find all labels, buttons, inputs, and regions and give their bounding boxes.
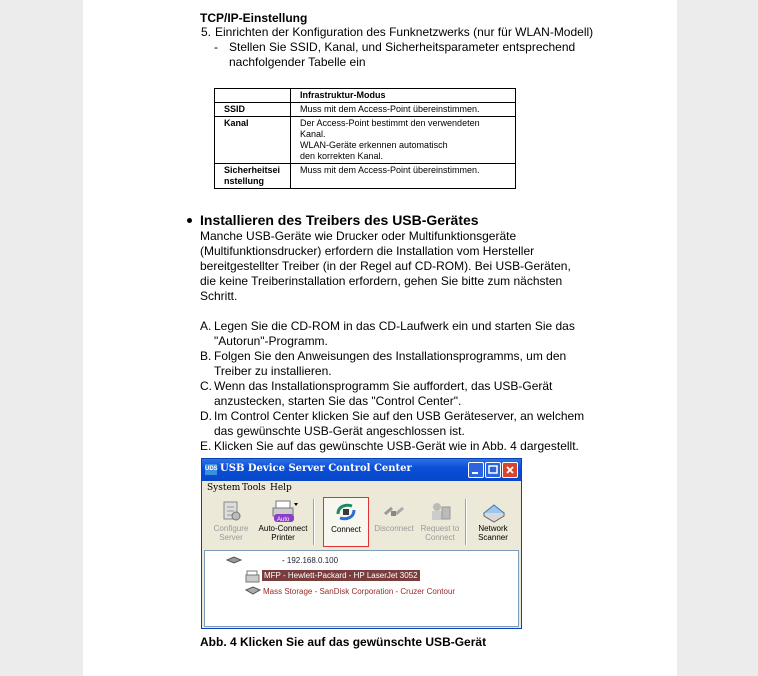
document-page bbox=[83, 0, 677, 676]
menu-bar bbox=[202, 481, 521, 496]
table-value-kanal bbox=[291, 117, 516, 164]
step-line: Treiber zu installieren. bbox=[214, 364, 332, 378]
request-to-connect-button[interactable] bbox=[417, 497, 463, 547]
disconnect-icon bbox=[382, 499, 406, 523]
toolbar bbox=[206, 497, 518, 549]
wlan-parameter-table bbox=[214, 88, 516, 189]
request-connect-icon bbox=[428, 499, 452, 523]
auto-connect-printer-button[interactable] bbox=[256, 497, 310, 547]
step-label: A. bbox=[200, 319, 212, 333]
paragraph-line: die keine Treiberinstallation erfordern, gehen Sie bitte zum nächsten bbox=[200, 274, 563, 288]
sub-step-line: Stellen Sie SSID, Kanal, und Sicherheitsparameter entsprechend bbox=[229, 40, 576, 54]
tree-server-row[interactable] bbox=[282, 556, 338, 565]
step-line: anzustecken, starten Sie das "Control Center". bbox=[214, 394, 462, 408]
step-line: Wenn das Installationsprogramm Sie auffordert, das USB-Gerät bbox=[214, 379, 553, 393]
app-logo-icon: UDS bbox=[205, 464, 217, 475]
server-ip: 192.168.0.100 bbox=[286, 556, 339, 565]
tree-device-row-storage[interactable] bbox=[263, 587, 455, 596]
section-heading-tcpip: TCP/IP-Einstellung bbox=[200, 11, 308, 25]
table-value-line: WLAN-Geräte erkennen automatisch bbox=[300, 140, 448, 150]
device-tree bbox=[204, 550, 519, 627]
printer-icon bbox=[271, 499, 295, 523]
window-title: USB Device Server Control Center bbox=[220, 463, 412, 474]
table-value-security: Muss mit dem Access-Point übereinstimmen. bbox=[291, 164, 516, 189]
table-value-line: Kanal. bbox=[300, 129, 326, 139]
tool-label: Configure bbox=[213, 524, 249, 533]
tool-label: Request to bbox=[420, 524, 460, 533]
tool-label: Auto-Connect bbox=[258, 524, 308, 533]
step-line: das gewünschte USB-Gerät angeschlossen ist. bbox=[214, 424, 465, 438]
table-key-line: nstellung bbox=[224, 176, 264, 186]
tool-label: Printer bbox=[271, 533, 295, 542]
device-storage-label: Mass Storage - SanDisk Corporation - Cruzer Contour bbox=[263, 587, 456, 596]
disconnect-button[interactable] bbox=[371, 497, 417, 547]
bullet-dot bbox=[187, 218, 192, 223]
maximize-icon[interactable] bbox=[485, 462, 501, 478]
step-label: C. bbox=[200, 379, 212, 393]
menu-system[interactable]: System bbox=[207, 483, 241, 493]
tool-label: Connect bbox=[331, 525, 361, 534]
menu-help[interactable]: Help bbox=[270, 483, 292, 493]
table-value-line: den korrekten Kanal. bbox=[300, 151, 384, 161]
minimize-icon[interactable] bbox=[468, 462, 484, 478]
table-value-ssid: Muss mit dem Access-Point übereinstimmen. bbox=[291, 103, 516, 117]
paragraph-line: bereitgestellter Treiber (in der Regel auf CD-ROM). Bei USB-Geräten, bbox=[200, 259, 571, 273]
table-corner-cell bbox=[215, 89, 291, 103]
connect-icon bbox=[334, 500, 358, 524]
step-number: 5. bbox=[201, 25, 212, 39]
sub-step-line: nachfolgender Tabelle ein bbox=[229, 55, 366, 69]
table-value-line: Der Access-Point bestimmt den verwendeten bbox=[300, 118, 480, 128]
connect-button[interactable] bbox=[323, 497, 369, 547]
paragraph-line: Manche USB-Geräte wie Drucker oder Multifunktionsgeräte bbox=[200, 229, 517, 243]
step-text: Einrichten der Konfiguration des Funknetzwerks (nur für WLAN-Modell) bbox=[215, 25, 594, 39]
network-scanner-icon bbox=[481, 499, 505, 523]
close-icon[interactable] bbox=[502, 462, 518, 478]
step-line: Folgen Sie den Anweisungen des Installationsprogramms, um den bbox=[214, 349, 567, 363]
step-line: Klicken Sie auf das gewünschte USB-Gerät wie in Abb. 4 dargestellt. bbox=[214, 439, 579, 453]
auto-badge: Auto bbox=[277, 517, 290, 523]
window-titlebar[interactable] bbox=[202, 459, 521, 481]
step-line: "Autorun"-Programm. bbox=[214, 334, 328, 348]
toolbar-separator bbox=[313, 499, 315, 545]
control-center-window bbox=[201, 458, 522, 629]
menu-tools[interactable]: Tools bbox=[242, 483, 266, 493]
figure-caption: Abb. 4 Klicken Sie auf das gewünschte USB-Gerät bbox=[200, 635, 487, 649]
table-key-ssid: SSID bbox=[215, 103, 291, 117]
tool-label: Network bbox=[478, 524, 508, 533]
step-label: E. bbox=[200, 439, 212, 453]
section-heading-usb: Installieren des Treibers des USB-Gerätes bbox=[200, 212, 479, 228]
step-label: B. bbox=[200, 349, 212, 363]
tool-label: Disconnect bbox=[374, 524, 414, 533]
step-line: Im Control Center klicken Sie auf den USB Geräteserver, an welchem bbox=[214, 409, 585, 423]
table-key-line: Sicherheitsei bbox=[224, 165, 281, 175]
device-mfp-label: MFP - Hewlett-Packard - HP LaserJet 3052 bbox=[264, 571, 418, 580]
paragraph-line: (Multifunktionsdrucker) erfordern die Installation vom Hersteller bbox=[200, 244, 535, 258]
step-line: Legen Sie die CD-ROM in das CD-Laufwerk ein und starten Sie das bbox=[214, 319, 575, 333]
network-scanner-button[interactable] bbox=[470, 497, 516, 547]
configure-server-button[interactable] bbox=[208, 497, 254, 547]
printer-device-icon bbox=[245, 570, 261, 585]
step-label: D. bbox=[200, 409, 212, 423]
tree-connector-line: - bbox=[282, 556, 287, 565]
storage-device-icon bbox=[245, 586, 261, 598]
paragraph-line: Schritt. bbox=[200, 289, 238, 303]
tool-label: Connect bbox=[425, 533, 455, 542]
table-header-mode: Infrastruktur-Modus bbox=[291, 89, 516, 103]
tool-label: Scanner bbox=[478, 533, 508, 542]
dash-marker: - bbox=[214, 40, 218, 54]
configure-server-icon bbox=[219, 499, 243, 523]
tree-device-row-mfp[interactable] bbox=[262, 571, 420, 580]
tool-label: Server bbox=[219, 533, 243, 542]
table-key-kanal: Kanal bbox=[215, 117, 291, 164]
table-key-security bbox=[215, 164, 291, 189]
server-node-icon bbox=[225, 555, 243, 567]
toolbar-separator bbox=[465, 499, 467, 545]
